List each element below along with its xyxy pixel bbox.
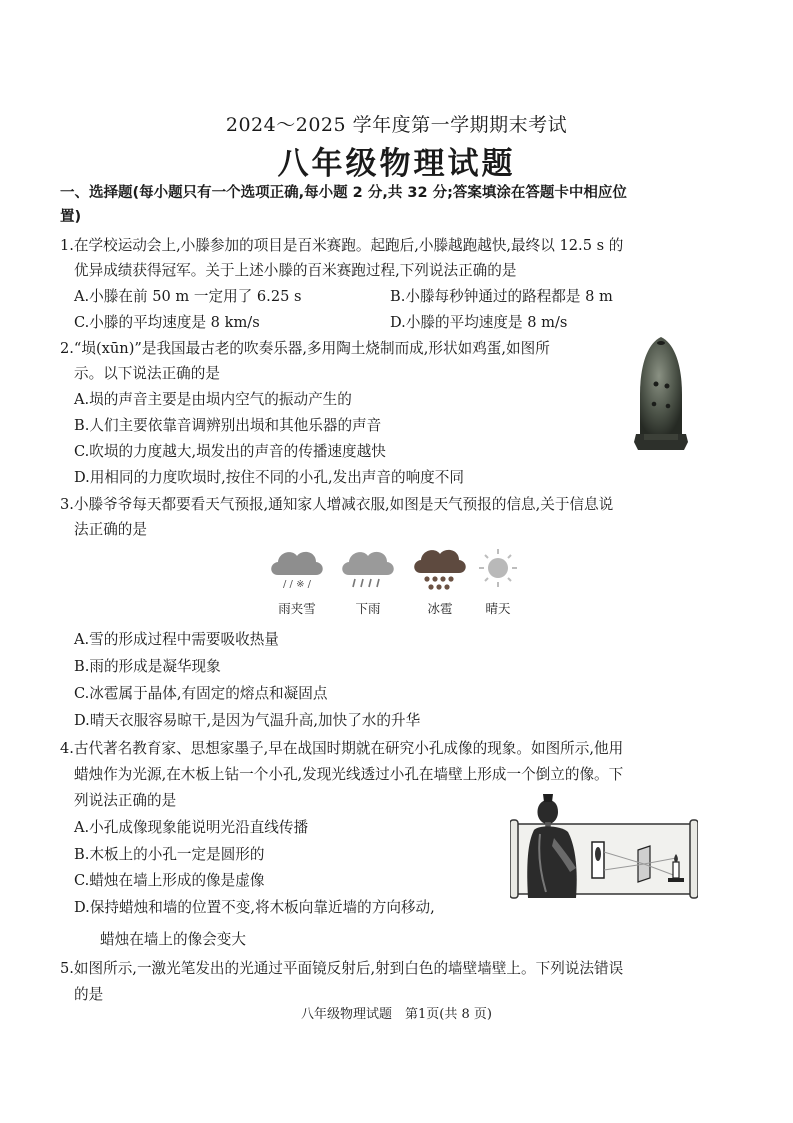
q3-option-c: C.冰雹属于晶体,有固定的熔点和凝固点 — [74, 685, 328, 702]
question-3-text: 3.小滕爷爷每天都要看天气预报,通知家人增减衣服,如图是天气预报的信息,关于信息说 — [60, 496, 614, 513]
q1-option-b: B.小滕每秒钟通过的路程都是 8 m — [390, 288, 613, 305]
q1-option-a: A.小滕在前 50 m 一定用了 6.25 s — [74, 288, 302, 305]
question-4-text: 4.古代著名教育家、思想家墨子,早在战国时期就在研究小孔成像的现象。如图所示,他用 — [60, 740, 624, 757]
q4-option-d-cont: 蜡烛在墙上的像会变大 — [100, 931, 246, 948]
page-footer: 八年级物理试题 第1页(共 8 页) — [301, 1007, 492, 1022]
question-2-text-cont: 示。以下说法正确的是 — [74, 365, 220, 382]
rain-cloud-icon — [337, 545, 399, 591]
q2-option-b: B.人们主要依靠音调辨别出埙和其他乐器的声音 — [74, 417, 382, 434]
q1-option-d: D.小滕的平均速度是 8 m/s — [390, 314, 568, 331]
weather-sleet — [257, 545, 337, 617]
question-1-text-cont: 优异成绩获得冠军。关于上述小滕的百米赛跑过程,下列说法正确的是 — [74, 262, 517, 279]
section-heading-cont: 置) — [60, 209, 82, 225]
sun-icon — [467, 545, 529, 591]
xun-instrument-image — [632, 334, 690, 452]
mozi-pinhole-illustration — [510, 792, 698, 902]
q3-option-b: B.雨的形成是凝华现象 — [74, 658, 221, 675]
question-5-text: 5.如图所示,一激光笔发出的光通过平面镜反射后,射到白色的墙壁墙壁上。下列说法错误 — [60, 960, 624, 977]
weather-label: 冰雹 — [427, 601, 453, 616]
weather-sunny — [458, 545, 538, 617]
svg-text:/ / ※ /: / / ※ / — [283, 579, 312, 590]
q3-option-d: D.晴天衣服容易晾干,是因为气温升高,加快了水的升华 — [74, 712, 421, 729]
weather-label: 晴天 — [485, 601, 511, 616]
q2-option-d: D.用相同的力度吹埙时,按住不同的小孔,发出声音的响度不同 — [74, 469, 464, 486]
q4-option-c: C.蜡烛在墙上形成的像是虚像 — [74, 872, 265, 889]
question-1-text: 1.在学校运动会上,小滕参加的项目是百米赛跑。起跑后,小滕越跑越快,最终以 12.5 s 的 — [60, 237, 624, 254]
question-4-text-cont2: 列说法正确的是 — [74, 792, 177, 809]
question-3-text-cont: 法正确的是 — [74, 521, 147, 538]
q2-option-a: A.埙的声音主要是由埙内空气的振动产生的 — [74, 391, 352, 408]
exam-subtitle: 2024～2025 学年度第一学期期末考试 — [225, 114, 568, 136]
q4-option-d: D.保持蜡烛和墙的位置不变,将木板向靠近墙的方向移动, — [74, 899, 435, 916]
q4-option-a: A.小孔成像现象能说明光沿直线传播 — [74, 819, 309, 836]
question-4-text-cont: 蜡烛作为光源,在木板上钻一个小孔,发现光线透过小孔在墙壁上形成一个倒立的像。下 — [74, 766, 624, 783]
sleet-icon — [266, 545, 328, 591]
q1-option-c: C.小滕的平均速度是 8 km/s — [74, 314, 260, 331]
weather-label: 下雨 — [355, 601, 381, 616]
section-heading: 一、选择题(每小题只有一个选项正确,每小题 2 分,共 32 分;答案填涂在答题卡中相应位 — [60, 185, 627, 201]
weather-rain — [328, 545, 408, 617]
question-5-text-cont: 的是 — [74, 986, 104, 1003]
q3-option-a: A.雪的形成过程中需要吸收热量 — [74, 631, 279, 648]
weather-label: 雨夹雪 — [278, 601, 316, 616]
q2-option-c: C.吹埙的力度越大,埙发出的声音的传播速度越快 — [74, 443, 386, 460]
q4-option-b: B.木板上的小孔一定是圆形的 — [74, 846, 265, 863]
question-2-text: 2.“埙(xūn)”是我国最古老的吹奏乐器,多用陶土烧制而成,形状如鸡蛋,如图所 — [60, 340, 550, 357]
exam-title: 八年级物理试题 — [277, 146, 516, 182]
